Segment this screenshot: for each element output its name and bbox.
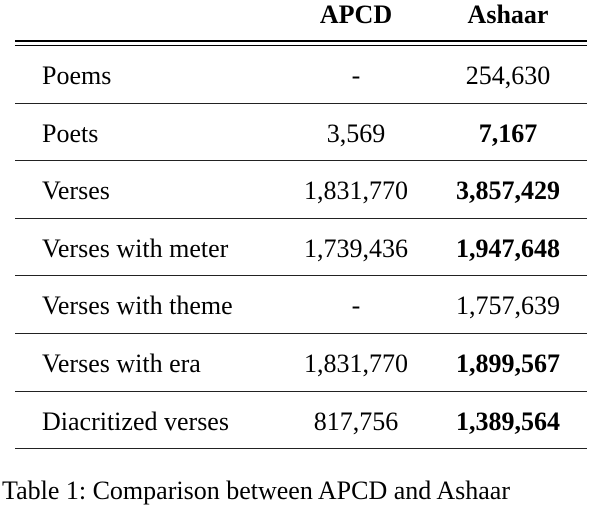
- table-row-verses-with-meter: [15, 219, 587, 277]
- table-row-poets: [15, 104, 587, 162]
- row-label: Verses: [42, 176, 110, 206]
- row-label: Verses with theme: [42, 291, 233, 321]
- ashaar-value: 1,899,567: [456, 348, 560, 378]
- table-row-diacritized-verses: [15, 392, 587, 450]
- row-label: Poems: [42, 61, 112, 90]
- row-label: Verses with meter: [42, 233, 229, 263]
- ashaar-value: 7,167: [478, 118, 538, 148]
- table-row-verses-with-era: [15, 334, 587, 392]
- ashaar-value: 3,857,429: [456, 176, 560, 206]
- ashaar-value: 1,757,639: [456, 291, 560, 321]
- apcd-value: 1,831,770: [304, 176, 408, 206]
- apcd-value: 817,756: [313, 406, 399, 436]
- row-label: Diacritized verses: [42, 406, 229, 436]
- ashaar-value: 1,389,564: [456, 406, 560, 436]
- table-caption-clipped: [0, 474, 604, 505]
- apcd-value: 1,831,770: [304, 348, 408, 378]
- ashaar-value: 254,630: [465, 61, 551, 90]
- ashaar-value: 1,947,648: [456, 233, 560, 263]
- table-row-poems: [15, 46, 587, 104]
- table-row-verses-with-theme: [15, 276, 587, 334]
- table-header: [15, 0, 587, 40]
- comparison-table: [15, 0, 587, 436]
- table-body: [15, 46, 587, 449]
- apcd-value: 3,569: [326, 118, 386, 148]
- row-label: Poets: [42, 118, 99, 148]
- apcd-value: -: [351, 61, 361, 90]
- apcd-value: -: [351, 291, 361, 321]
- column-header-apcd: APCD: [319, 0, 393, 29]
- table-caption: Table 1: Comparison between APCD and Ashaar: [2, 476, 510, 505]
- table-row-verses: [15, 161, 587, 219]
- apcd-value: 1,739,436: [304, 233, 408, 263]
- row-label: Verses with era: [42, 348, 201, 378]
- column-header-ashaar: Ashaar: [467, 0, 549, 29]
